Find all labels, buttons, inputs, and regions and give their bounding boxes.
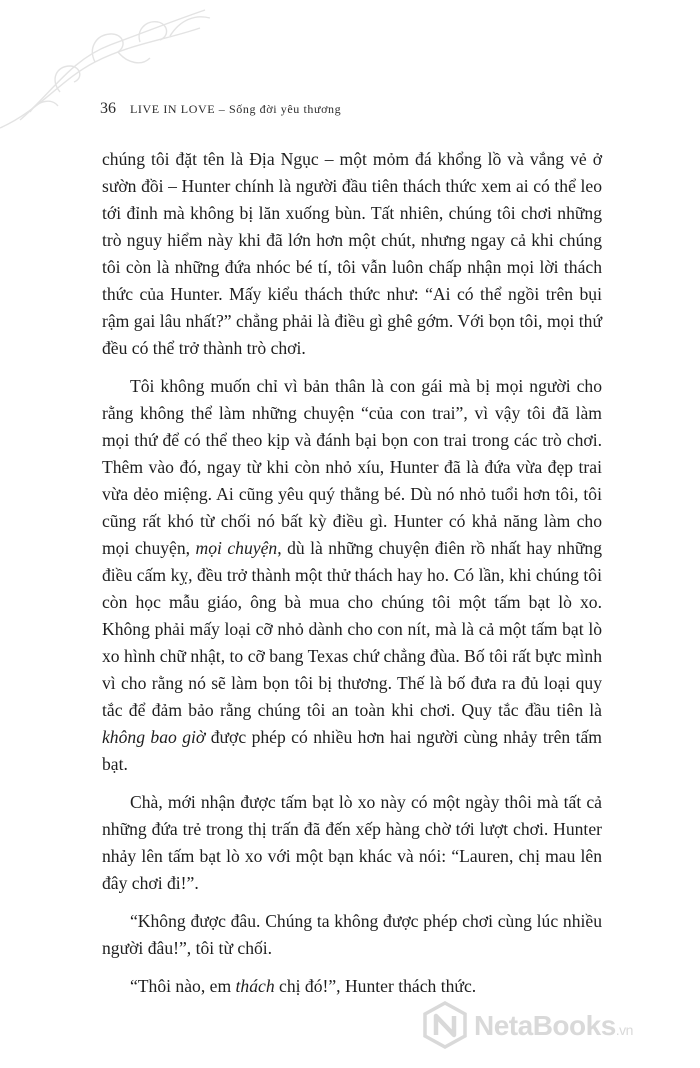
text-run: , dù là những chuyện điên rồ nhất hay những điều cấm kỵ, đều trở thành một thử thách hay ho. Có lần, khi chúng tôi còn học mẫu giáo, ông bà mua cho chúng tôi một tấm bạt lò xo. Không phải mấy loại cỡ nhỏ dành cho con nít, mà là cả một tấm bạt lò xo hình chữ nhật, to cỡ bang Texas chứ chẳng đùa. Bố tôi rất bực mình vì cho rằng nó sẽ làm bọn tôi bị thương. Thế là bố đưa ra đủ loại quy tắc để đảm bảo rằng chúng tôi an toàn khi chơi. Quy tắc đầu tiên là	[102, 538, 603, 720]
paragraph	[102, 973, 602, 1000]
text-run: Tôi không muốn chỉ vì bản thân là con gái mà bị mọi người cho rằng không thể làm những chuyện “của con trai”, vì vậy tôi đã làm mọi thứ để có thể theo kịp và đánh bại bọn con trai trong các trò chơi. Thêm vào đó, ngay từ khi còn nhỏ xíu, Hunter đã là đứa vừa đẹp trai vừa dẻo miệng. Ai cũng yêu quý thằng bé. Dù nó nhỏ tuổi hơn tôi, tôi cũng rất khó từ chối nó bất kỳ điều gì. Hunter có khả năng làm cho mọi chuyện,	[102, 376, 602, 558]
watermark-brand: NetaBooks	[474, 1010, 616, 1041]
page-header	[100, 100, 341, 124]
body-text	[102, 146, 602, 1000]
text-run: được phép có nhiều hơn hai người cùng nhảy trên tấm bạt.	[102, 727, 602, 774]
italic-text: không bao giờ	[102, 727, 206, 747]
paragraph	[102, 789, 602, 897]
netabooks-logo-icon	[420, 1000, 470, 1050]
floral-ornament	[0, 0, 240, 150]
paragraph	[102, 373, 602, 778]
italic-text: thách	[235, 976, 275, 996]
text-run: chị đó!”, Hunter thách thức.	[274, 976, 477, 996]
text-run: “Thôi nào, em	[130, 976, 236, 996]
paragraph	[102, 146, 602, 362]
italic-text: mọi chuyện	[195, 538, 278, 558]
watermark-suffix: .vn	[615, 1022, 633, 1038]
running-head: LIVE IN LOVE – Sống đời yêu thương	[130, 102, 342, 116]
page-number: 36	[100, 100, 116, 117]
text-run: chúng tôi đặt tên là Địa Ngục – một mỏm đá khổng lồ và vắng vẻ ở sườn đồi – Hunter chính là người đầu tiên thách thức xem ai có thể leo tới đỉnh mà không bị lăn xuống bùn. Tất nhiên, chúng tôi chơi những trò nguy hiểm này khi đã lớn hơn một chút, nhưng ngay cả khi chúng tôi còn là những đứa nhóc bé tí, tôi vẫn luôn chấp nhận mọi lời thách thức của Hunter. Mấy kiểu thách thức như: “Ai có thể ngồi trên bụi rậm gai lâu nhất?” chẳng phải là điều gì ghê gớm. Với bọn tôi, mọi thứ đều có thể trở thành trò chơi.	[102, 149, 602, 358]
text-run: “Không được đâu. Chúng ta không được phép chơi cùng lúc nhiều người đâu!”, tôi từ chối.	[102, 911, 602, 958]
paragraph	[102, 908, 602, 962]
text-run: Chà, mới nhận được tấm bạt lò xo này có một ngày thôi mà tất cả những đứa trẻ trong thị trấn đã đến xếp hàng chờ tới lượt chơi. Hunter nhảy lên tấm bạt lò xo với một bạn khác và nói: “Lauren, chị mau lên đây chơi đi!”.	[102, 792, 602, 893]
